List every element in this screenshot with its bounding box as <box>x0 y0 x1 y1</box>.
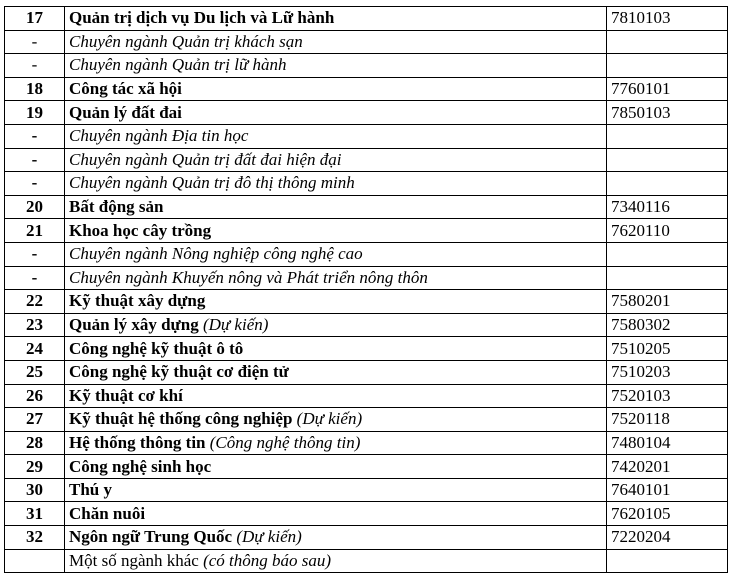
specialization-name: Chuyên ngành Quản trị lữ hành <box>69 55 287 75</box>
major-code: 7510205 <box>607 337 728 361</box>
row-number: - <box>5 242 65 266</box>
specialization-row <box>5 54 728 78</box>
major-code <box>607 124 728 148</box>
row-number <box>5 549 65 573</box>
specialization-name: Chuyên ngành Quản trị đất đai hiện đại <box>69 149 342 169</box>
row-number: 20 <box>5 195 65 219</box>
major-code: 7420201 <box>607 455 728 479</box>
major-code: 7520118 <box>607 408 728 432</box>
major-name-cell <box>65 195 607 219</box>
major-name: Kỹ thuật hệ thống công nghiệp <box>69 409 293 429</box>
majors-table <box>4 6 728 573</box>
major-name-cell <box>65 549 607 573</box>
major-code: 7850103 <box>607 101 728 125</box>
major-code: 7480104 <box>607 431 728 455</box>
major-name-cell <box>65 172 607 196</box>
major-code: 7520103 <box>607 384 728 408</box>
major-row <box>5 526 728 550</box>
major-code: 7620105 <box>607 502 728 526</box>
major-code <box>607 266 728 290</box>
major-code: 7640101 <box>607 478 728 502</box>
major-name-cell <box>65 384 607 408</box>
specialization-name: Chuyên ngành Quản trị khách sạn <box>69 31 303 51</box>
major-row <box>5 337 728 361</box>
major-code <box>607 30 728 54</box>
row-number: 25 <box>5 360 65 384</box>
major-code <box>607 549 728 573</box>
row-number: - <box>5 124 65 148</box>
row-number: 27 <box>5 408 65 432</box>
majors-table-body <box>5 7 728 573</box>
specialization-name: Chuyên ngành Quản trị đô thị thông minh <box>69 173 355 193</box>
major-code: 7580201 <box>607 290 728 314</box>
specialization-row <box>5 148 728 172</box>
major-row <box>5 478 728 502</box>
major-row <box>5 313 728 337</box>
major-note: (Dự kiến) <box>202 315 269 335</box>
major-row <box>5 360 728 384</box>
row-number: 30 <box>5 478 65 502</box>
major-name: Bất động sản <box>69 197 164 217</box>
row-number: 32 <box>5 526 65 550</box>
major-name-cell <box>65 502 607 526</box>
major-name: Quản trị dịch vụ Du lịch và Lữ hành <box>69 8 335 28</box>
major-code: 7580302 <box>607 313 728 337</box>
specialization-row <box>5 30 728 54</box>
major-code: 7220204 <box>607 526 728 550</box>
specialization-row <box>5 266 728 290</box>
major-name-cell <box>65 77 607 101</box>
major-name: Công nghệ sinh học <box>69 456 212 476</box>
major-name-cell <box>65 148 607 172</box>
row-number: 24 <box>5 337 65 361</box>
major-code: 7810103 <box>607 7 728 31</box>
major-row <box>5 219 728 243</box>
major-name-cell <box>65 219 607 243</box>
major-name-cell <box>65 337 607 361</box>
specialization-name: Chuyên ngành Địa tin học <box>69 126 249 146</box>
specialization-row <box>5 124 728 148</box>
major-row <box>5 195 728 219</box>
major-name: Chăn nuôi <box>69 503 146 523</box>
specialization-name: Chuyên ngành Khuyến nông và Phát triển nông thôn <box>69 267 428 287</box>
major-name-cell <box>65 242 607 266</box>
major-row <box>5 431 728 455</box>
major-row <box>5 7 728 31</box>
row-number: 28 <box>5 431 65 455</box>
major-name: Một số ngành khác <box>69 550 199 570</box>
major-name-cell <box>65 7 607 31</box>
major-code: 7510203 <box>607 360 728 384</box>
major-name: Ngôn ngữ Trung Quốc <box>69 527 233 547</box>
row-number: - <box>5 172 65 196</box>
row-number: - <box>5 54 65 78</box>
major-name: Hệ thống thông tin <box>69 432 206 452</box>
row-number: 26 <box>5 384 65 408</box>
major-code <box>607 242 728 266</box>
row-number: - <box>5 266 65 290</box>
major-name-cell <box>65 290 607 314</box>
major-code: 7340116 <box>607 195 728 219</box>
major-note: (Dự kiến) <box>236 527 302 547</box>
row-number: - <box>5 30 65 54</box>
major-name: Quản lý xây dựng <box>69 315 199 335</box>
major-code <box>607 172 728 196</box>
major-name-cell <box>65 526 607 550</box>
specialization-row <box>5 242 728 266</box>
major-name-cell <box>65 101 607 125</box>
major-code <box>607 148 728 172</box>
major-row <box>5 384 728 408</box>
major-note: (Công nghệ thông tin) <box>209 432 361 452</box>
row-number: 21 <box>5 219 65 243</box>
major-name-cell <box>65 431 607 455</box>
major-name-cell <box>65 455 607 479</box>
major-name: Kỹ thuật xây dựng <box>69 291 206 311</box>
row-number: 17 <box>5 7 65 31</box>
major-name-cell <box>65 313 607 337</box>
major-name: Công tác xã hội <box>69 79 182 99</box>
major-row <box>5 101 728 125</box>
major-row <box>5 455 728 479</box>
major-row <box>5 408 728 432</box>
major-name-cell <box>65 30 607 54</box>
major-code: 7760101 <box>607 77 728 101</box>
specialization-name: Chuyên ngành Nông nghiệp công nghệ cao <box>69 244 363 264</box>
major-name: Quản lý đất đai <box>69 102 182 122</box>
major-code: 7620110 <box>607 219 728 243</box>
major-name: Kỹ thuật cơ khí <box>69 385 183 405</box>
major-name-cell <box>65 266 607 290</box>
major-name-cell <box>65 124 607 148</box>
row-number: 29 <box>5 455 65 479</box>
major-name-cell <box>65 54 607 78</box>
major-name-cell <box>65 360 607 384</box>
major-note: (có thông báo sau) <box>203 550 332 570</box>
major-name: Thú y <box>69 480 112 500</box>
row-number: - <box>5 148 65 172</box>
major-note: (Dự kiến) <box>296 409 363 429</box>
row-number: 23 <box>5 313 65 337</box>
specialization-row <box>5 172 728 196</box>
major-row <box>5 77 728 101</box>
major-name-cell <box>65 478 607 502</box>
major-row <box>5 502 728 526</box>
major-name: Công nghệ kỹ thuật cơ điện tử <box>69 362 289 382</box>
major-name: Khoa học cây trồng <box>69 220 212 240</box>
major-name: Công nghệ kỹ thuật ô tô <box>69 338 244 358</box>
row-number: 31 <box>5 502 65 526</box>
major-name-cell <box>65 408 607 432</box>
row-number: 18 <box>5 77 65 101</box>
major-row <box>5 290 728 314</box>
major-code <box>607 54 728 78</box>
other-majors-row <box>5 549 728 573</box>
row-number: 22 <box>5 290 65 314</box>
row-number: 19 <box>5 101 65 125</box>
